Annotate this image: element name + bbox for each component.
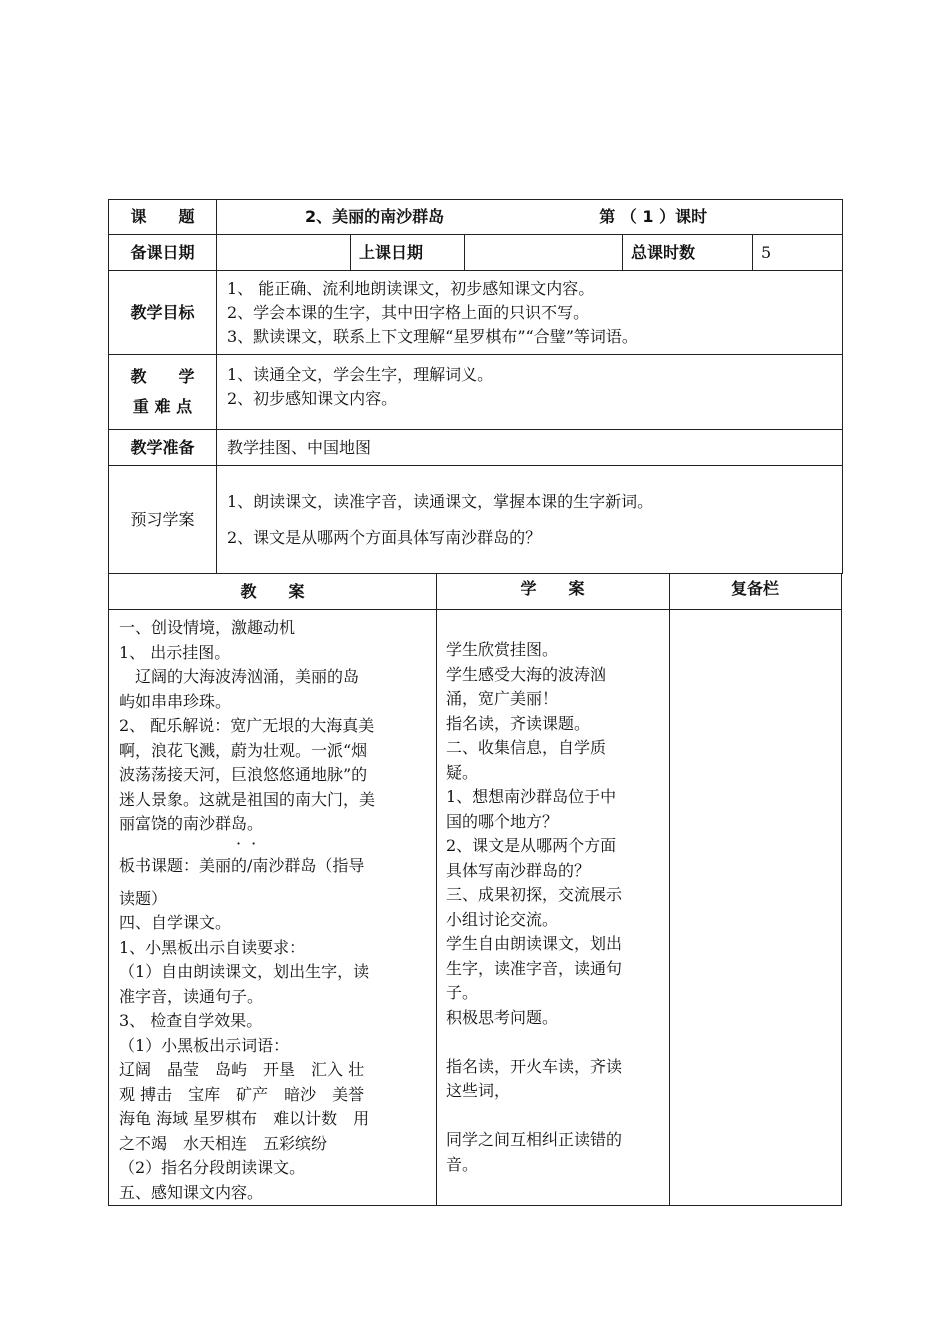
teaching-plan-column bbox=[109, 574, 437, 1205]
teaching-line: 读题） bbox=[119, 888, 168, 908]
learning-plan-column bbox=[436, 574, 670, 1205]
lesson-number: 第 （ 1 ）课时 bbox=[599, 207, 708, 226]
learning-line: 二、收集信息，自学质 bbox=[446, 738, 607, 757]
learning-plan-header: 学 案 bbox=[436, 574, 669, 610]
materials-value: 教学挂图、中国地图 bbox=[217, 430, 843, 466]
lesson-header-table bbox=[108, 199, 843, 574]
learning-line: 积极思考问题。 bbox=[446, 1007, 559, 1027]
goals-label: 教学目标 bbox=[109, 271, 217, 355]
topic-row bbox=[109, 200, 843, 235]
learning-line: 学生感受大海的波涛汹 bbox=[446, 664, 607, 684]
learning-line-blank bbox=[446, 1030, 661, 1055]
learning-line: 学生欣赏挂图。 bbox=[446, 640, 559, 659]
teaching-line: 丽富饶的南沙群岛。 bbox=[119, 814, 264, 833]
teaching-line: 观 搏击 宝库 矿产 暗沙 美誉 bbox=[119, 1084, 365, 1104]
topic-label: 课 题 bbox=[109, 200, 217, 235]
learning-line-blank bbox=[446, 1104, 661, 1129]
teaching-line: 一、创设情境，激趣动机 bbox=[119, 618, 296, 637]
learning-plan-content bbox=[436, 610, 669, 1177]
preview-label: 预习学案 bbox=[109, 466, 217, 574]
key-points-row bbox=[109, 355, 843, 430]
teaching-line: 1、 出示挂图。 bbox=[119, 642, 231, 662]
review-header: 复备栏 bbox=[669, 574, 841, 610]
plan-body-table bbox=[108, 573, 842, 1206]
class-date-label: 上课日期 bbox=[351, 235, 465, 271]
preview-row bbox=[109, 466, 843, 574]
learning-line: 子。 bbox=[446, 983, 479, 1002]
teaching-line: 啊，浪花飞溅，蔚为壮观。一派“烟 bbox=[119, 740, 368, 760]
teaching-line: 板书课题：美丽的/南沙群岛（指导 bbox=[119, 855, 365, 875]
teaching-line: 屿如串串珍珠。 bbox=[119, 691, 232, 711]
learning-line: 1、想想南沙群岛位于中 bbox=[446, 787, 617, 806]
key-point-item: 2、初步感知课文内容。 bbox=[227, 389, 398, 408]
teaching-line: 波荡荡接天河，巨浪悠悠通地脉”的 bbox=[119, 765, 368, 784]
teaching-line: （1）小黑板出示词语： bbox=[119, 1035, 290, 1055]
learning-line: 疑。 bbox=[446, 762, 479, 782]
learning-line: 涌，宽广美丽！ bbox=[446, 689, 559, 708]
topic-value: 2、美丽的南沙群岛 bbox=[305, 207, 445, 226]
teaching-plan-content bbox=[109, 610, 436, 1205]
topic-cell bbox=[217, 200, 843, 235]
preview-item: 2、课文是从哪两个方面具体写南沙群岛的？ bbox=[227, 527, 542, 547]
review-column bbox=[669, 574, 841, 1205]
key-points-cell bbox=[217, 355, 843, 430]
teaching-line: 1、小黑板出示自读要求： bbox=[119, 937, 306, 957]
teaching-line: 辽阔的大海波涛汹涌，美丽的岛 bbox=[119, 667, 360, 686]
total-hours-value: 5 bbox=[753, 235, 843, 271]
emphasis-dots: ·· bbox=[236, 833, 267, 853]
teaching-line: 迷人景象。这就是祖国的南大门，美 bbox=[119, 789, 376, 809]
key-points-label-line: 重 难 点 bbox=[132, 397, 193, 416]
dates-row bbox=[109, 235, 843, 271]
learning-line: 同学之间互相纠正读错的 bbox=[446, 1130, 623, 1149]
prep-date-label: 备课日期 bbox=[109, 235, 217, 271]
learning-line: 具体写南沙群岛的？ bbox=[446, 860, 591, 880]
teaching-line: 准字音，读通句子。 bbox=[119, 986, 264, 1006]
learning-line: 学生自由朗读课文，划出 bbox=[446, 934, 623, 953]
goals-row bbox=[109, 271, 843, 355]
total-hours-label: 总课时数 bbox=[623, 235, 753, 271]
teaching-line: 四、自学课文。 bbox=[119, 913, 232, 932]
learning-line: 生字，读准字音，读通句 bbox=[446, 958, 623, 978]
teaching-line: 五、感知课文内容。 bbox=[119, 1182, 264, 1202]
learning-line: 这些词， bbox=[446, 1081, 511, 1100]
goal-item: 1、 能正确、流利地朗读课文，初步感知课文内容。 bbox=[227, 278, 595, 298]
goals-cell bbox=[217, 271, 843, 355]
learning-line: 音。 bbox=[446, 1154, 479, 1174]
learning-line: 指名读，开火车读，齐读 bbox=[446, 1056, 623, 1076]
class-date-value bbox=[465, 235, 623, 271]
teaching-line: 3、 检查自学效果。 bbox=[119, 1011, 263, 1030]
key-points-label bbox=[109, 355, 217, 430]
preview-cell bbox=[217, 466, 843, 574]
teaching-line: 2、 配乐解说：宽广无垠的大海真美 bbox=[119, 716, 375, 735]
teaching-line: （1）自由朗读课文，划出生字，读 bbox=[119, 962, 370, 981]
key-point-item: 1、读通全文，学会生字，理解词义。 bbox=[227, 365, 494, 384]
learning-line: 指名读，齐读课题。 bbox=[446, 713, 591, 733]
materials-row bbox=[109, 430, 843, 466]
materials-label: 教学准备 bbox=[109, 430, 217, 466]
prep-date-value bbox=[217, 235, 351, 271]
learning-line: 三、成果初探，交流展示 bbox=[446, 885, 623, 904]
learning-line: 国的哪个地方？ bbox=[446, 811, 559, 831]
teaching-plan-header: 教 案 bbox=[109, 574, 436, 610]
goal-item: 2、学会本课的生字，其中田字格上面的只识不写。 bbox=[227, 302, 590, 322]
preview-item: 1、朗读课文，读准字音，读通课文，掌握本课的生字新词。 bbox=[227, 491, 654, 511]
key-points-label-line: 教 学 bbox=[130, 367, 195, 386]
teaching-line: （2）指名分段朗读课文。 bbox=[119, 1158, 306, 1177]
teaching-line: 海龟 海域 星罗棋布 难以计数 用 bbox=[119, 1109, 370, 1128]
goal-item: 3、默读课文，联系上下文理解“星罗棋布”“合璧”等词语。 bbox=[227, 326, 638, 346]
learning-line: 2、课文是从哪两个方面 bbox=[446, 836, 617, 855]
teaching-line: 之不竭 水天相连 五彩缤纷 bbox=[119, 1133, 328, 1153]
learning-line: 小组讨论交流。 bbox=[446, 909, 559, 929]
teaching-line: 辽阔 晶莹 岛屿 开垦 汇入 壮 bbox=[119, 1060, 365, 1079]
